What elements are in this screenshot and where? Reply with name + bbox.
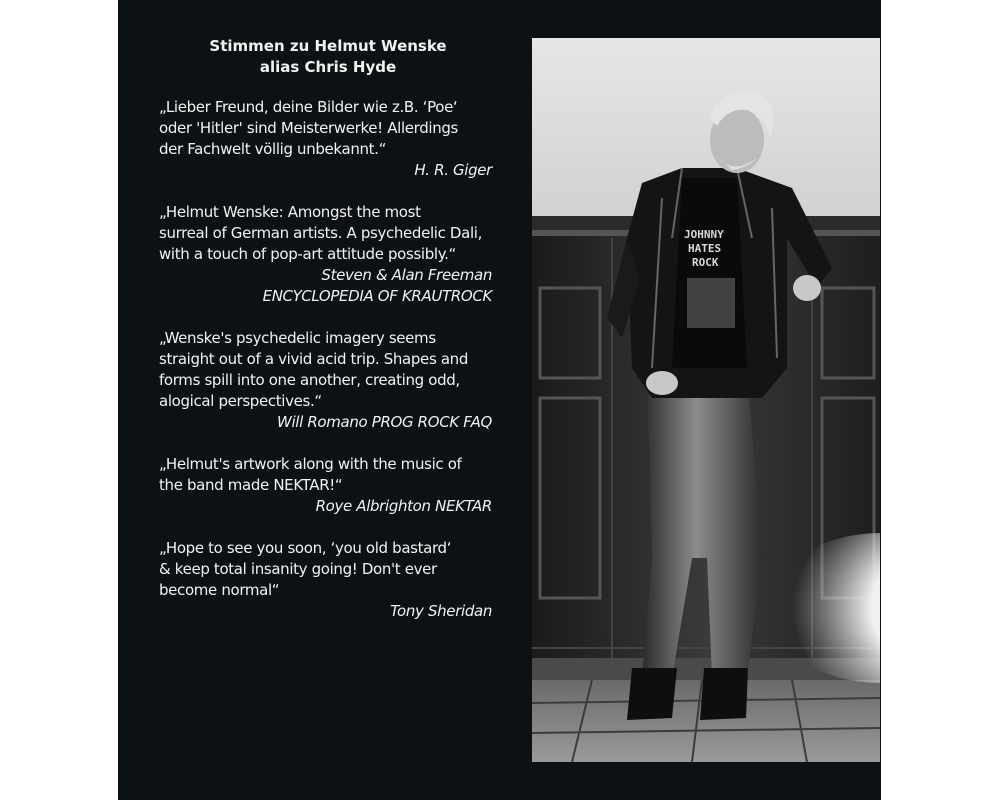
portrait-illustration bbox=[532, 38, 880, 762]
quote-line: „Helmut Wenske: Amongst the most bbox=[159, 203, 421, 221]
quote-line: „Helmut's artwork along with the music of bbox=[159, 455, 462, 473]
quote-line: the band made NEKTAR!“ bbox=[159, 476, 343, 494]
portrait-photo bbox=[532, 38, 880, 762]
quote-line: oder 'Hitler' sind Meisterwerke! Allerdings bbox=[159, 119, 459, 137]
boot-left bbox=[627, 668, 677, 720]
quote-sheridan bbox=[159, 538, 492, 622]
quote-giger bbox=[159, 97, 492, 181]
quote-attribution: Will Romano PROG ROCK FAQ bbox=[277, 413, 492, 431]
quote-attribution: Steven & Alan Freeman bbox=[321, 266, 492, 284]
heading-line-2: alias Chris Hyde bbox=[259, 58, 397, 76]
quote-attribution: Tony Sheridan bbox=[390, 602, 492, 620]
shirt-text: HATES bbox=[688, 242, 722, 255]
t-shirt bbox=[672, 178, 747, 368]
shirt-text: ROCK bbox=[692, 256, 719, 269]
quotes-list bbox=[159, 97, 492, 643]
quote-line: surreal of German artists. A psychedelic Dali, bbox=[159, 224, 483, 242]
boot-right bbox=[700, 668, 748, 720]
quote-attribution: H. R. Giger bbox=[414, 161, 492, 179]
shirt-text: JOHNNY bbox=[684, 228, 724, 241]
quote-line: der Fachwelt völlig unbekannt.“ bbox=[159, 140, 387, 158]
quote-line: alogical perspectives.“ bbox=[159, 392, 322, 410]
quote-line: with a touch of pop-art attitude possibly.“ bbox=[159, 245, 456, 263]
heading-line-1: Stimmen zu Helmut Wenske bbox=[209, 37, 447, 55]
quote-attribution: Roye Albrighton NEKTAR bbox=[315, 497, 492, 515]
quote-line: & keep total insanity going! Don't ever bbox=[159, 560, 437, 578]
hand-left bbox=[646, 371, 678, 395]
quote-line: „Wenske's psychedelic imagery seems bbox=[159, 329, 436, 347]
quote-romano bbox=[159, 328, 492, 433]
quote-line: forms spill into one another, creating odd, bbox=[159, 371, 460, 389]
quote-line: „Lieber Freund, deine Bilder wie z.B. ‘Poe‘ bbox=[159, 98, 458, 116]
hand-right bbox=[793, 275, 821, 301]
page-heading bbox=[158, 36, 498, 78]
quote-line: „Hope to see you soon, ‘you old bastard‘ bbox=[159, 539, 452, 557]
quote-attribution-source: ENCYCLOPEDIA OF KRAUTROCK bbox=[262, 287, 492, 305]
booklet-page bbox=[118, 0, 881, 800]
quote-freeman bbox=[159, 202, 492, 307]
quote-line: become normal“ bbox=[159, 581, 280, 599]
quote-albrighton bbox=[159, 454, 492, 517]
quote-line: straight out of a vivid acid trip. Shapes and bbox=[159, 350, 468, 368]
